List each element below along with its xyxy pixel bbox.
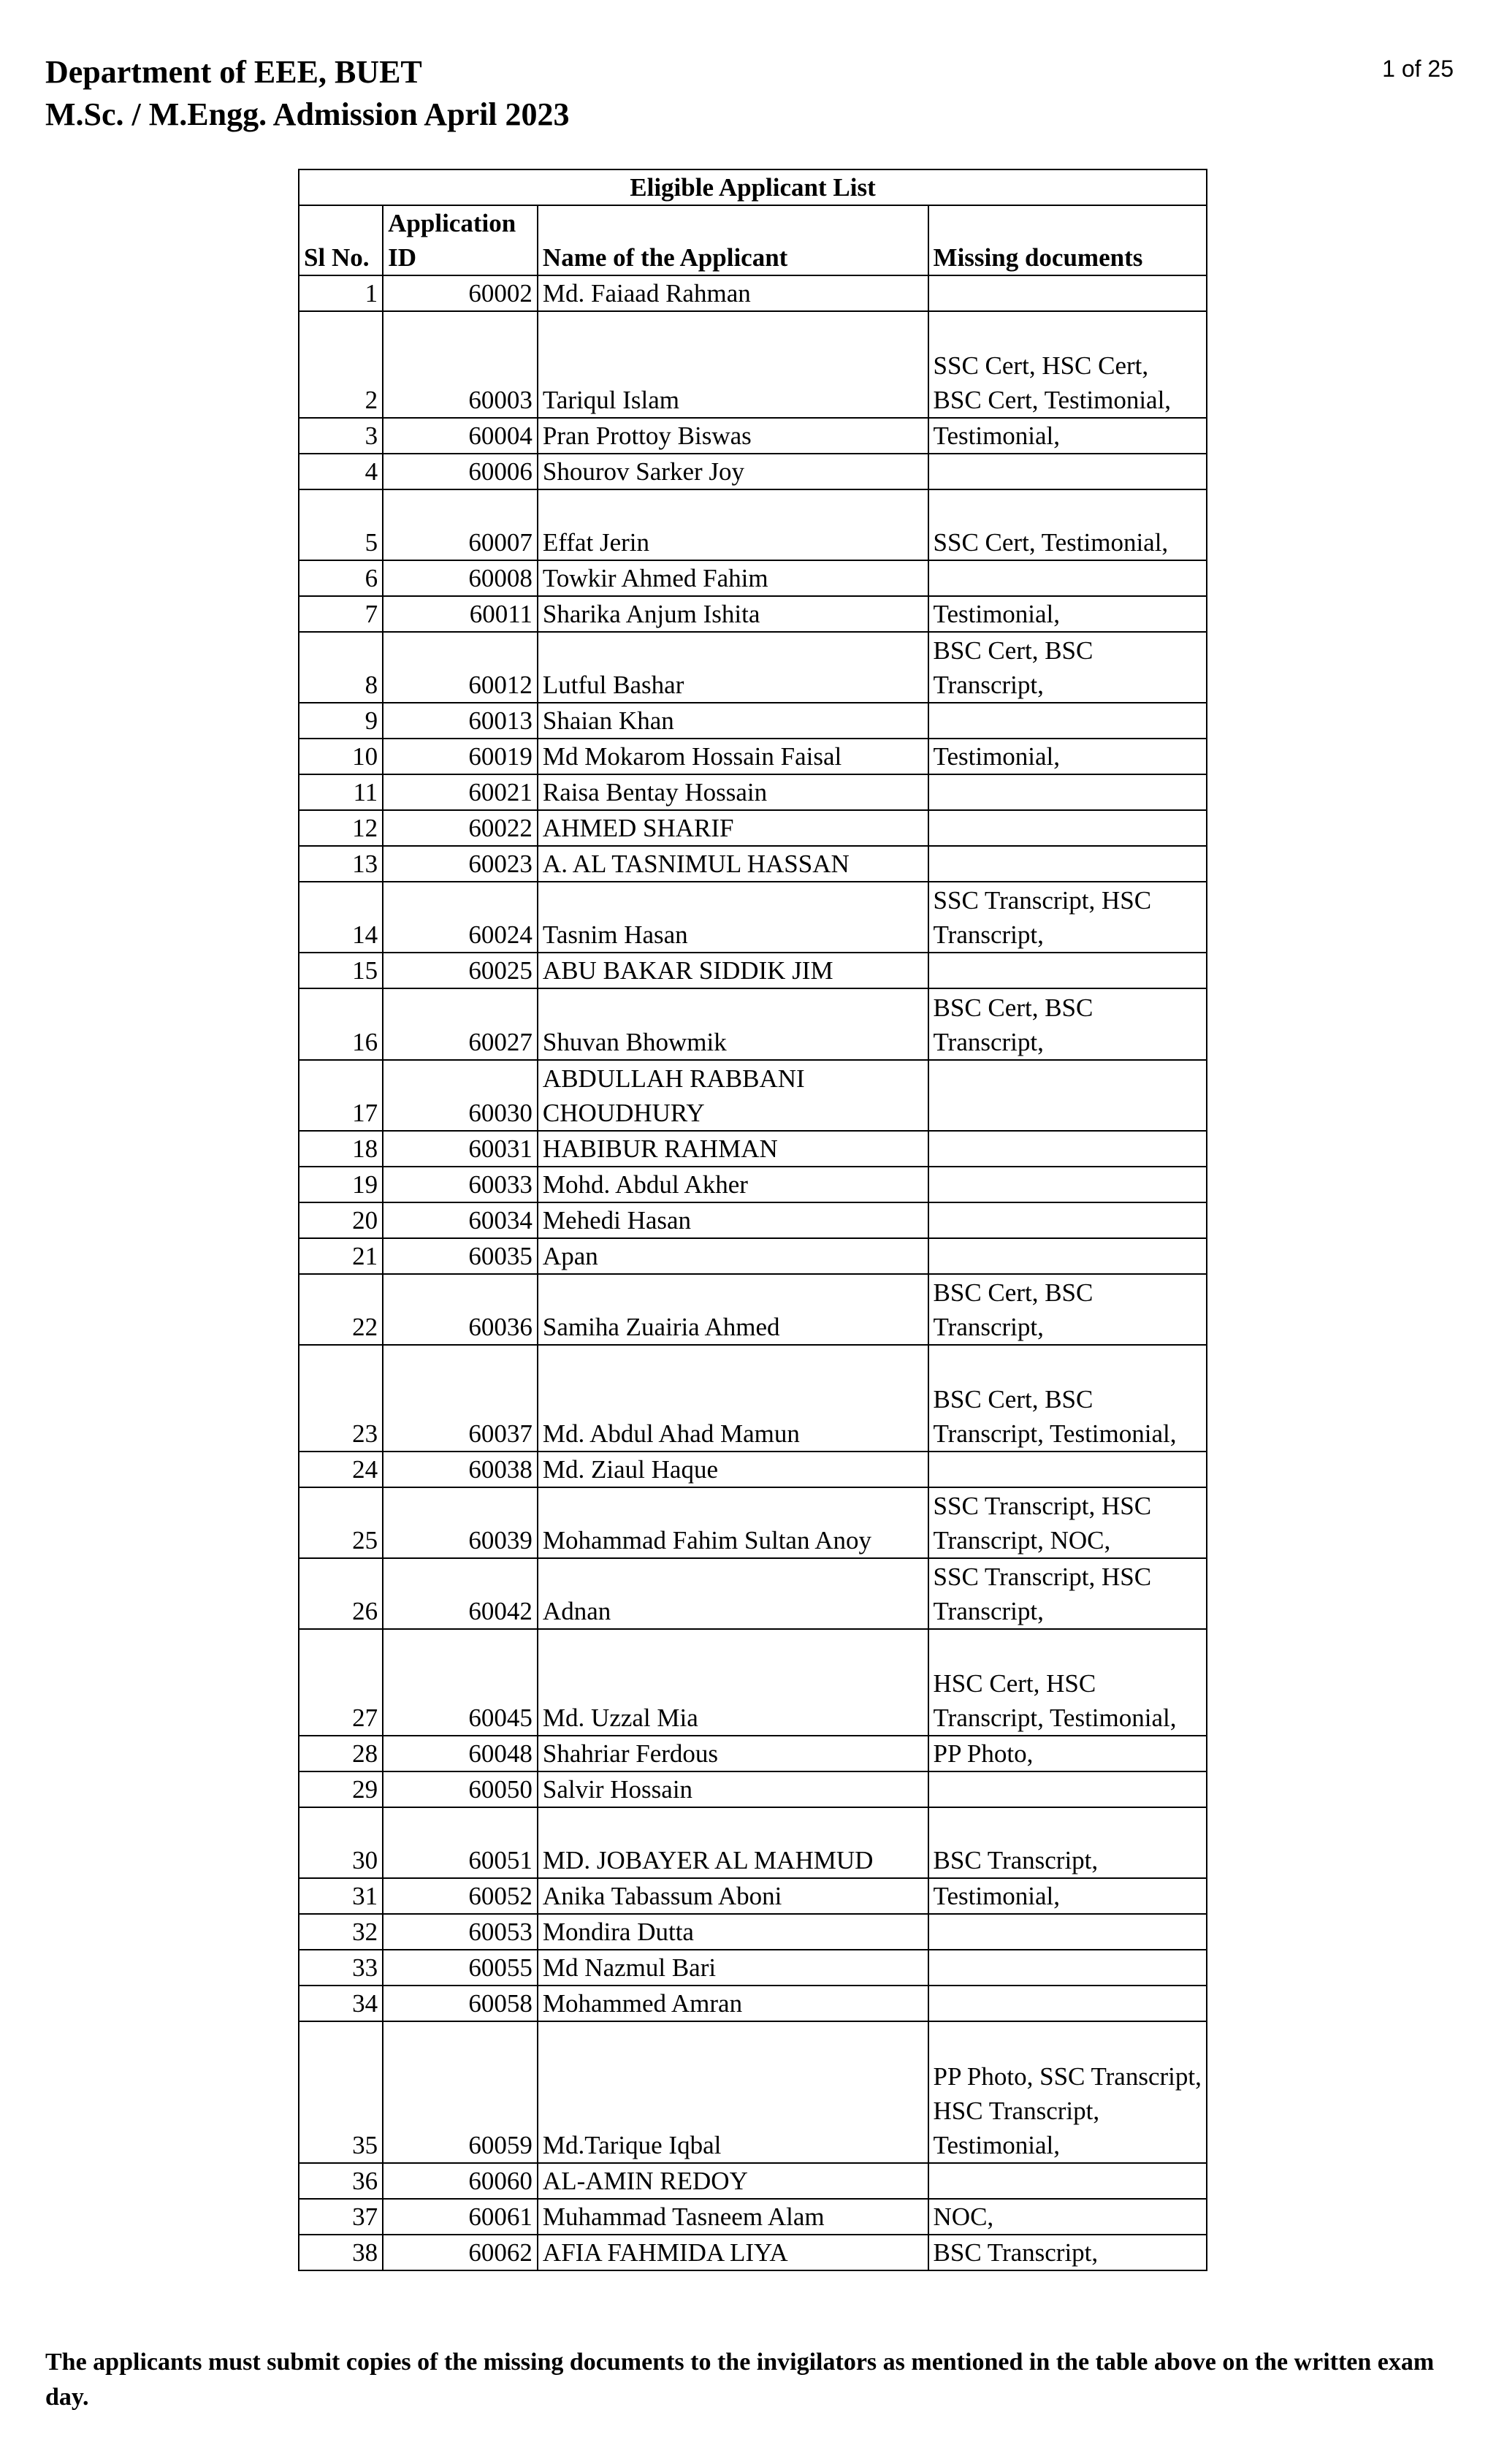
cell-missing-documents	[928, 1950, 1207, 1986]
table-row	[299, 489, 1207, 560]
table-row	[299, 988, 1207, 1059]
cell-applicant-name: Samiha Zuairia Ahmed	[538, 1274, 928, 1345]
cell-application-id: 60045	[383, 1629, 538, 1736]
cell-application-id: 60051	[383, 1807, 538, 1878]
cell-application-id: 60062	[383, 2235, 538, 2270]
cell-application-id: 60034	[383, 1202, 538, 1238]
document-header	[45, 51, 570, 136]
column-header-sl-no: Sl No.	[299, 205, 383, 275]
table-row	[299, 739, 1207, 774]
cell-applicant-name: Mehedi Hasan	[538, 1202, 928, 1238]
cell-missing-documents: SSC Transcript, HSC Transcript,	[928, 882, 1207, 953]
table-row	[299, 632, 1207, 703]
cell-application-id: 60003	[383, 311, 538, 418]
cell-application-id: 60004	[383, 418, 538, 454]
page-indicator: 1 of 25	[1382, 56, 1454, 82]
cell-sl-no: 7	[299, 596, 383, 632]
table-row	[299, 1878, 1207, 1914]
cell-missing-documents: Testimonial,	[928, 739, 1207, 774]
cell-applicant-name: Anika Tabassum Aboni	[538, 1878, 928, 1914]
cell-sl-no: 25	[299, 1487, 383, 1558]
table-row	[299, 1914, 1207, 1950]
cell-applicant-name: Salvir Hossain	[538, 1771, 928, 1807]
cell-applicant-name: A. AL TASNIMUL HASSAN	[538, 846, 928, 882]
cell-sl-no: 2	[299, 311, 383, 418]
table-row	[299, 1487, 1207, 1558]
cell-missing-documents	[928, 1771, 1207, 1807]
cell-sl-no: 26	[299, 1558, 383, 1629]
cell-application-id: 60007	[383, 489, 538, 560]
cell-applicant-name: Tasnim Hasan	[538, 882, 928, 953]
cell-missing-documents: HSC Cert, HSC Transcript, Testimonial,	[928, 1629, 1207, 1736]
cell-application-id: 60061	[383, 2199, 538, 2235]
cell-application-id: 60021	[383, 774, 538, 810]
cell-sl-no: 37	[299, 2199, 383, 2235]
column-header-missing-documents: Missing documents	[928, 205, 1207, 275]
cell-applicant-name: Shaian Khan	[538, 703, 928, 739]
cell-applicant-name: Muhammad Tasneem Alam	[538, 2199, 928, 2235]
cell-applicant-name: Md. Uzzal Mia	[538, 1629, 928, 1736]
department-title: Department of EEE, BUET	[45, 54, 422, 90]
cell-missing-documents: PP Photo,	[928, 1736, 1207, 1771]
table-row	[299, 1807, 1207, 1878]
cell-applicant-name: Shahriar Ferdous	[538, 1736, 928, 1771]
cell-sl-no: 5	[299, 489, 383, 560]
cell-applicant-name: Adnan	[538, 1558, 928, 1629]
cell-missing-documents	[928, 1131, 1207, 1167]
cell-application-id: 60060	[383, 2163, 538, 2199]
cell-missing-documents	[928, 1060, 1207, 1131]
table-row	[299, 596, 1207, 632]
table-row	[299, 703, 1207, 739]
cell-missing-documents: Testimonial,	[928, 1878, 1207, 1914]
cell-application-id: 60008	[383, 560, 538, 596]
table-row	[299, 2163, 1207, 2199]
cell-applicant-name: Lutful Bashar	[538, 632, 928, 703]
cell-missing-documents	[928, 560, 1207, 596]
table-title: Eligible Applicant List	[299, 169, 1207, 205]
table-row	[299, 1452, 1207, 1487]
cell-sl-no: 19	[299, 1167, 383, 1202]
cell-application-id: 60031	[383, 1131, 538, 1167]
cell-sl-no: 10	[299, 739, 383, 774]
cell-application-id: 60025	[383, 953, 538, 988]
table-row	[299, 1060, 1207, 1131]
cell-applicant-name: Pran Prottoy Biswas	[538, 418, 928, 454]
cell-sl-no: 12	[299, 810, 383, 846]
cell-sl-no: 15	[299, 953, 383, 988]
cell-missing-documents: BSC Cert, BSC Transcript,	[928, 988, 1207, 1059]
footer-note: The applicants must submit copies of the missing documents to the invigilators as mentioned in the table above on the written exam day.	[45, 2349, 1435, 2411]
table-row	[299, 774, 1207, 810]
cell-missing-documents	[928, 953, 1207, 988]
table-row	[299, 418, 1207, 454]
table-row	[299, 2235, 1207, 2270]
cell-applicant-name: Mohammad Fahim Sultan Anoy	[538, 1487, 928, 1558]
cell-sl-no: 27	[299, 1629, 383, 1736]
table-row	[299, 1345, 1207, 1452]
cell-missing-documents	[928, 454, 1207, 489]
cell-application-id: 60058	[383, 1986, 538, 2021]
cell-applicant-name: MD. JOBAYER AL MAHMUD	[538, 1807, 928, 1878]
cell-sl-no: 16	[299, 988, 383, 1059]
cell-sl-no: 31	[299, 1878, 383, 1914]
cell-application-id: 60059	[383, 2021, 538, 2163]
cell-applicant-name: Md.Tarique Iqbal	[538, 2021, 928, 2163]
cell-missing-documents: BSC Cert, BSC Transcript,	[928, 1274, 1207, 1345]
table-row	[299, 953, 1207, 988]
cell-application-id: 60006	[383, 454, 538, 489]
table-row	[299, 1238, 1207, 1274]
cell-missing-documents: Testimonial,	[928, 596, 1207, 632]
table-row	[299, 311, 1207, 418]
cell-sl-no: 23	[299, 1345, 383, 1452]
admission-title: M.Sc. / M.Engg. Admission April 2023	[45, 96, 570, 132]
cell-missing-documents	[928, 275, 1207, 311]
table-row	[299, 1986, 1207, 2021]
cell-missing-documents: BSC Transcript,	[928, 1807, 1207, 1878]
table-row	[299, 1629, 1207, 1736]
cell-sl-no: 29	[299, 1771, 383, 1807]
table-row	[299, 2021, 1207, 2163]
table-row	[299, 1131, 1207, 1167]
cell-missing-documents	[928, 810, 1207, 846]
table-row	[299, 1167, 1207, 1202]
column-header-application-id: Application ID	[383, 205, 538, 275]
cell-application-id: 60030	[383, 1060, 538, 1131]
cell-sl-no: 38	[299, 2235, 383, 2270]
cell-sl-no: 21	[299, 1238, 383, 1274]
cell-applicant-name: Md. Ziaul Haque	[538, 1452, 928, 1487]
table-row	[299, 1202, 1207, 1238]
cell-application-id: 60042	[383, 1558, 538, 1629]
cell-applicant-name: Apan	[538, 1238, 928, 1274]
cell-sl-no: 20	[299, 1202, 383, 1238]
table-row	[299, 810, 1207, 846]
cell-application-id: 60048	[383, 1736, 538, 1771]
cell-missing-documents	[928, 846, 1207, 882]
cell-sl-no: 22	[299, 1274, 383, 1345]
cell-applicant-name: Towkir Ahmed Fahim	[538, 560, 928, 596]
cell-application-id: 60023	[383, 846, 538, 882]
cell-sl-no: 28	[299, 1736, 383, 1771]
cell-missing-documents: SSC Transcript, HSC Transcript,	[928, 1558, 1207, 1629]
cell-missing-documents: SSC Cert, Testimonial,	[928, 489, 1207, 560]
cell-missing-documents: NOC,	[928, 2199, 1207, 2235]
cell-sl-no: 8	[299, 632, 383, 703]
cell-missing-documents: BSC Cert, BSC Transcript,	[928, 632, 1207, 703]
cell-applicant-name: AFIA FAHMIDA LIYA	[538, 2235, 928, 2270]
cell-sl-no: 18	[299, 1131, 383, 1167]
table-row	[299, 1558, 1207, 1629]
table-row	[299, 454, 1207, 489]
cell-applicant-name: Effat Jerin	[538, 489, 928, 560]
cell-sl-no: 34	[299, 1986, 383, 2021]
cell-sl-no: 4	[299, 454, 383, 489]
cell-applicant-name: Md. Faiaad Rahman	[538, 275, 928, 311]
cell-missing-documents	[928, 2163, 1207, 2199]
cell-applicant-name: Mohammed Amran	[538, 1986, 928, 2021]
cell-application-id: 60036	[383, 1274, 538, 1345]
eligible-applicant-table	[298, 169, 1207, 2271]
table-row	[299, 2199, 1207, 2235]
table-row	[299, 1274, 1207, 1345]
cell-applicant-name: Tariqul Islam	[538, 311, 928, 418]
cell-sl-no: 35	[299, 2021, 383, 2163]
cell-sl-no: 33	[299, 1950, 383, 1986]
cell-missing-documents: Testimonial,	[928, 418, 1207, 454]
cell-missing-documents	[928, 1452, 1207, 1487]
cell-sl-no: 11	[299, 774, 383, 810]
cell-applicant-name: ABDULLAH RABBANI CHOUDHURY	[538, 1060, 928, 1131]
cell-sl-no: 6	[299, 560, 383, 596]
cell-missing-documents	[928, 774, 1207, 810]
cell-applicant-name: AHMED SHARIF	[538, 810, 928, 846]
cell-missing-documents	[928, 1202, 1207, 1238]
cell-application-id: 60035	[383, 1238, 538, 1274]
cell-application-id: 60038	[383, 1452, 538, 1487]
cell-sl-no: 14	[299, 882, 383, 953]
table-row	[299, 846, 1207, 882]
cell-applicant-name: Md Nazmul Bari	[538, 1950, 928, 1986]
cell-application-id: 60037	[383, 1345, 538, 1452]
table-row	[299, 882, 1207, 953]
cell-sl-no: 3	[299, 418, 383, 454]
cell-application-id: 60050	[383, 1771, 538, 1807]
table-row	[299, 275, 1207, 311]
cell-missing-documents	[928, 1914, 1207, 1950]
cell-missing-documents	[928, 1167, 1207, 1202]
cell-application-id: 60033	[383, 1167, 538, 1202]
table-row	[299, 1771, 1207, 1807]
cell-applicant-name: Mohd. Abdul Akher	[538, 1167, 928, 1202]
cell-applicant-name: Raisa Bentay Hossain	[538, 774, 928, 810]
cell-application-id: 60039	[383, 1487, 538, 1558]
cell-missing-documents: PP Photo, SSC Transcript, HSC Transcript, Testimonial,	[928, 2021, 1207, 2163]
cell-sl-no: 17	[299, 1060, 383, 1131]
cell-missing-documents: BSC Transcript,	[928, 2235, 1207, 2270]
cell-sl-no: 13	[299, 846, 383, 882]
cell-applicant-name: Md Mokarom Hossain Faisal	[538, 739, 928, 774]
cell-application-id: 60011	[383, 596, 538, 632]
table-row	[299, 560, 1207, 596]
cell-missing-documents	[928, 1238, 1207, 1274]
cell-applicant-name: Sharika Anjum Ishita	[538, 596, 928, 632]
cell-sl-no: 9	[299, 703, 383, 739]
cell-application-id: 60024	[383, 882, 538, 953]
cell-applicant-name: HABIBUR RAHMAN	[538, 1131, 928, 1167]
cell-application-id: 60002	[383, 275, 538, 311]
table-row	[299, 1950, 1207, 1986]
cell-missing-documents	[928, 703, 1207, 739]
cell-missing-documents: BSC Cert, BSC Transcript, Testimonial,	[928, 1345, 1207, 1452]
cell-application-id: 60052	[383, 1878, 538, 1914]
column-header-name: Name of the Applicant	[538, 205, 928, 275]
cell-missing-documents: SSC Transcript, HSC Transcript, NOC,	[928, 1487, 1207, 1558]
cell-missing-documents	[928, 1986, 1207, 2021]
cell-sl-no: 32	[299, 1914, 383, 1950]
cell-applicant-name: AL-AMIN REDOY	[538, 2163, 928, 2199]
cell-sl-no: 30	[299, 1807, 383, 1878]
cell-applicant-name: Shourov Sarker Joy	[538, 454, 928, 489]
cell-applicant-name: Md. Abdul Ahad Mamun	[538, 1345, 928, 1452]
cell-applicant-name: Mondira Dutta	[538, 1914, 928, 1950]
cell-application-id: 60053	[383, 1914, 538, 1950]
cell-application-id: 60019	[383, 739, 538, 774]
cell-application-id: 60022	[383, 810, 538, 846]
table-row	[299, 1736, 1207, 1771]
cell-application-id: 60027	[383, 988, 538, 1059]
cell-missing-documents: SSC Cert, HSC Cert, BSC Cert, Testimonial,	[928, 311, 1207, 418]
cell-sl-no: 1	[299, 275, 383, 311]
cell-applicant-name: ABU BAKAR SIDDIK JIM	[538, 953, 928, 988]
cell-applicant-name: Shuvan Bhowmik	[538, 988, 928, 1059]
cell-application-id: 60013	[383, 703, 538, 739]
cell-application-id: 60012	[383, 632, 538, 703]
cell-sl-no: 36	[299, 2163, 383, 2199]
cell-sl-no: 24	[299, 1452, 383, 1487]
cell-application-id: 60055	[383, 1950, 538, 1986]
